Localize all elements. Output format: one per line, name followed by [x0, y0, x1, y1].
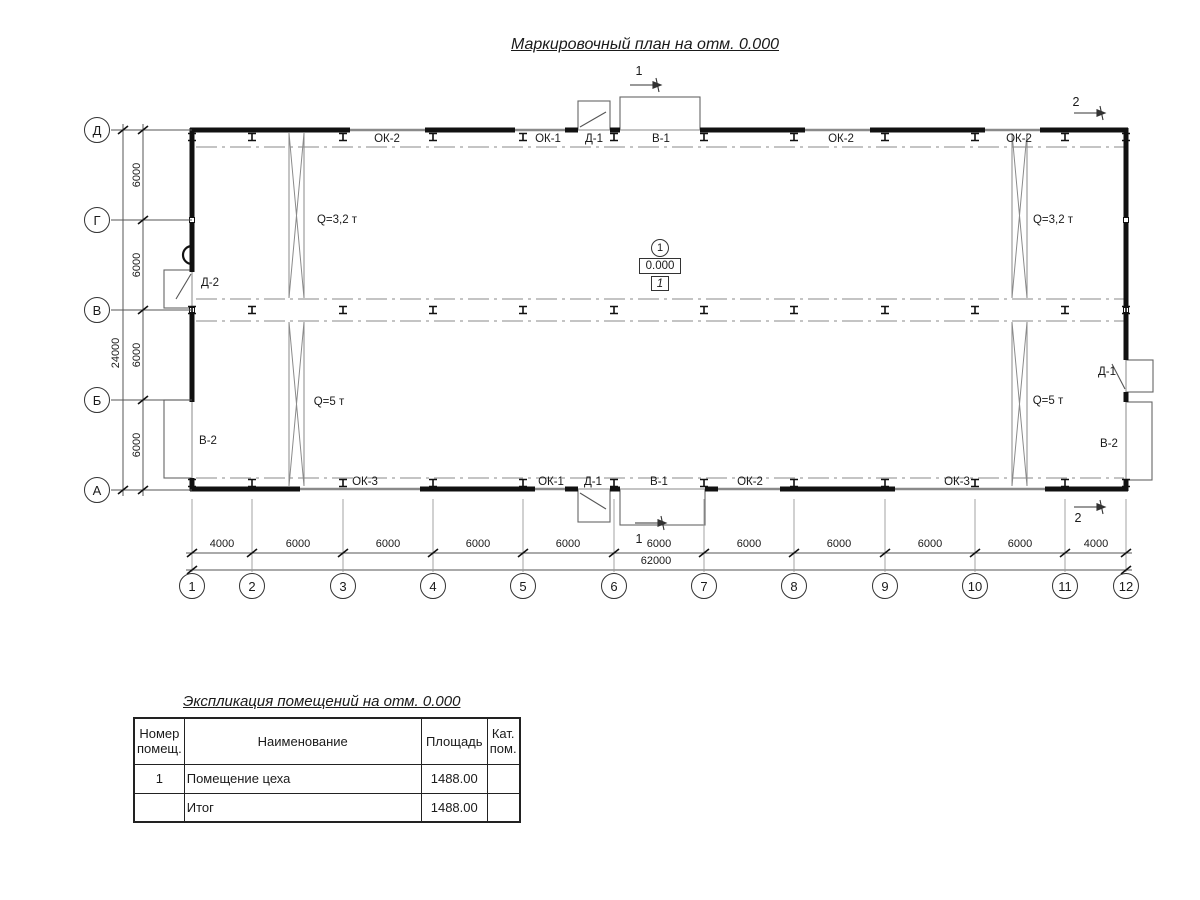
axis-circle-col: [420, 573, 446, 599]
section-mark-label: 2: [1074, 511, 1082, 525]
cell-room-category: [487, 764, 519, 793]
axis-number: 7: [700, 578, 708, 594]
axis-circle-col: [601, 573, 627, 599]
axis-circle-row: [84, 207, 110, 233]
axis-circle-col: [239, 573, 265, 599]
crane-rail-lines: [196, 147, 1124, 478]
col-header-number: Номер помещ.: [134, 718, 184, 764]
section-mark-label: 1: [635, 64, 643, 78]
axis-number: 1: [188, 578, 196, 594]
axis-circle-col: [691, 573, 717, 599]
cell-total-area: 1488.00: [421, 793, 487, 822]
cell-room-name: Помещение цеха: [184, 764, 421, 793]
door-mark: Д-1: [584, 133, 604, 145]
dimension-total: 62000: [640, 555, 672, 567]
col-header-name: Наименование: [184, 718, 421, 764]
explication-table: [133, 717, 521, 823]
explication-section: [133, 693, 521, 823]
axis-circle-col: [1052, 573, 1078, 599]
axis-circle-row: [84, 477, 110, 503]
window-mark: ОК-3: [352, 476, 378, 488]
floor-box: [651, 276, 669, 291]
window-mark: ОК-2: [1006, 133, 1032, 145]
room-number-circle: [651, 239, 669, 257]
axis-number: 3: [339, 578, 347, 594]
window-mark: ОК-1: [535, 133, 561, 145]
gate-mark: В-2: [1100, 438, 1118, 450]
wall-segments: [190, 128, 1128, 491]
axis-circle-row: [84, 387, 110, 413]
dimension-value: 6000: [555, 538, 581, 550]
dimension-value: 6000: [375, 538, 401, 550]
table-row: [134, 793, 520, 822]
axis-circle-col: [330, 573, 356, 599]
axis-number: 2: [248, 578, 256, 594]
cell-room-category: [487, 793, 519, 822]
vestibule-outlines: [164, 97, 1153, 525]
window-mark: ОК-2: [737, 476, 763, 488]
door-mark: Д-1: [1097, 366, 1117, 378]
section-mark-label: 2: [1072, 95, 1080, 109]
dimension-value: 6000: [131, 342, 143, 368]
crane-bracing: [289, 133, 1027, 486]
axis-number: 12: [1118, 578, 1134, 594]
elevation-box: [639, 258, 681, 274]
explication-title: Экспликация помещений на отм. 0.000: [183, 693, 461, 710]
opening-sills: [192, 130, 1126, 489]
window-segments: [300, 130, 1045, 489]
axis-number: 10: [967, 578, 983, 594]
dimension-value: 6000: [826, 538, 852, 550]
window-mark: ОК-2: [374, 133, 400, 145]
axis-number: 4: [429, 578, 437, 594]
dimension-value: 6000: [131, 252, 143, 278]
dimension-value: 6000: [736, 538, 762, 550]
crane-capacity-label: Q=5 т: [313, 396, 345, 408]
plan-title: Маркировочный план на отм. 0.000: [510, 36, 780, 53]
dimension-value: 6000: [646, 538, 672, 550]
window-mark: ОК-2: [828, 133, 854, 145]
axis-circle-col: [179, 573, 205, 599]
axis-number: 8: [790, 578, 798, 594]
axis-circle-row: [84, 117, 110, 143]
door-leaves: [176, 112, 1125, 509]
dimension-value: 4000: [209, 538, 235, 550]
dimension-value: 6000: [917, 538, 943, 550]
door-mark: Д-2: [200, 277, 220, 289]
table-header-row: [134, 718, 520, 764]
gate-mark: В-1: [652, 133, 670, 145]
window-mark: ОК-1: [538, 476, 564, 488]
dimension-value: 4000: [1083, 538, 1109, 550]
floor-value: 1: [656, 277, 664, 290]
col-header-category: Кат. пом.: [487, 718, 519, 764]
cell-room-number: [134, 793, 184, 822]
cell-total-label: Итог: [184, 793, 421, 822]
axis-circle-col: [872, 573, 898, 599]
axis-circle-col: [1113, 573, 1139, 599]
dimension-value: 6000: [131, 162, 143, 188]
dimension-total: 24000: [110, 337, 122, 369]
axis-letter: Б: [92, 392, 102, 408]
door-mark: Д-1: [583, 476, 603, 488]
dimension-value: 6000: [285, 538, 311, 550]
axis-letter: Д: [92, 122, 102, 138]
axis-letter: В: [92, 302, 102, 318]
axis-number: 11: [1058, 578, 1072, 594]
table-row: [134, 764, 520, 793]
gate-mark: В-1: [650, 476, 668, 488]
axis-circle-col: [781, 573, 807, 599]
cell-room-number: 1: [134, 764, 184, 793]
cell-room-area: 1488.00: [421, 764, 487, 793]
dimension-value: 6000: [131, 432, 143, 458]
dimension-value: 6000: [1007, 538, 1033, 550]
axis-number: 6: [610, 578, 618, 594]
elevation-value: 0.000: [645, 260, 675, 272]
room-number: 1: [656, 242, 664, 254]
axis-number: 5: [519, 578, 527, 594]
axis-circle-col: [510, 573, 536, 599]
col-header-area: Площадь: [421, 718, 487, 764]
window-mark: ОК-3: [944, 476, 970, 488]
crane-capacity-label: Q=3,2 т: [316, 214, 358, 226]
axis-letter: Г: [93, 212, 101, 228]
dimension-value: 6000: [465, 538, 491, 550]
section-mark-label: 1: [635, 532, 643, 546]
crane-capacity-label: Q=3,2 т: [1032, 214, 1074, 226]
axis-circle-col: [962, 573, 988, 599]
axis-letter: А: [92, 482, 102, 498]
column-symbols: [188, 134, 1130, 487]
gate-mark: В-2: [199, 435, 217, 447]
crane-capacity-label: Q=5 т: [1032, 395, 1064, 407]
axis-circle-row: [84, 297, 110, 323]
axis-number: 9: [881, 578, 889, 594]
section-arrows: [630, 78, 1105, 530]
